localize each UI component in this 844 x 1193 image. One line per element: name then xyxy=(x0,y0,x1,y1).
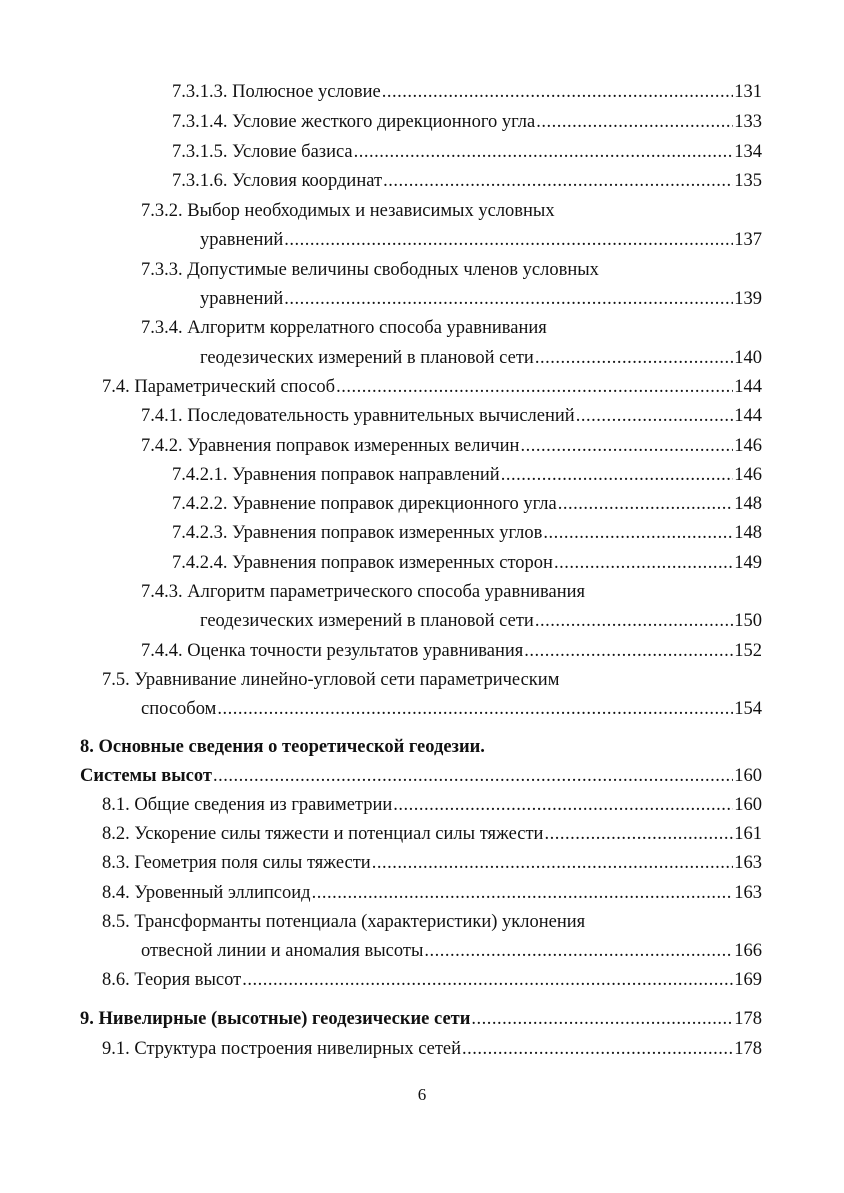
dot-leader xyxy=(242,968,733,992)
toc-entry-title: 7.4.4. Оценка точности результатов уравнивания xyxy=(141,641,524,661)
toc-entry-title: геодезических измерений в плановой сети xyxy=(200,611,534,631)
toc-chapter-entry[interactable] xyxy=(80,764,762,788)
dot-leader xyxy=(217,697,733,721)
toc-entry[interactable] xyxy=(102,881,762,905)
toc-entry-page: 137 xyxy=(734,230,762,250)
toc-entry-title-line[interactable]: 7.4.3. Алгоритм параметрического способа уравнивания xyxy=(141,582,586,602)
dot-leader xyxy=(558,492,734,516)
toc-entry-title: 7.3.1.6. Условия координат xyxy=(172,171,383,191)
toc-entry-title: 8.2. Ускорение силы тяжести и потенциал силы тяжести xyxy=(102,824,544,844)
dot-leader xyxy=(535,609,733,633)
toc-entry-title: 8.4. Уровенный эллипсоид xyxy=(102,883,311,903)
toc-entry[interactable] xyxy=(172,169,762,193)
dot-leader xyxy=(393,793,733,817)
toc-entry-title-line[interactable]: 7.3.3. Допустимые величины свободных членов условных xyxy=(141,260,599,280)
toc-entry-page: 166 xyxy=(734,941,762,961)
toc-entry[interactable] xyxy=(172,521,762,545)
dot-leader xyxy=(524,639,733,663)
dot-leader xyxy=(372,851,734,875)
dot-leader xyxy=(312,881,734,905)
toc-chapter-entry[interactable] xyxy=(80,1007,762,1031)
toc-entry-title: уравнений xyxy=(200,230,284,250)
toc-entry-title: 7.4.2. Уравнения поправок измеренных величин xyxy=(141,436,520,456)
toc-entry-page: 152 xyxy=(734,641,762,661)
toc-entry-title: 7.4.2.1. Уравнения поправок направлений xyxy=(172,465,500,485)
dot-leader xyxy=(554,551,733,575)
toc-entry-page: 161 xyxy=(734,824,762,844)
toc-entry-page: 131 xyxy=(734,82,762,102)
toc-entry-title: 7.4.2.3. Уравнения поправок измеренных углов xyxy=(172,523,543,543)
toc-entry-title: 7.4. Параметрический способ xyxy=(102,377,336,397)
toc-entry[interactable] xyxy=(102,793,762,817)
dot-leader xyxy=(536,110,733,134)
toc-entry[interactable] xyxy=(141,404,762,428)
toc-entry[interactable] xyxy=(141,939,762,963)
toc-entry-title: 7.4.2.2. Уравнение поправок дирекционного угла xyxy=(172,494,557,514)
toc-entry-title: 9. Нивелирные (высотные) геодезические сети xyxy=(80,1009,471,1029)
toc-entry[interactable] xyxy=(102,968,762,992)
dot-leader xyxy=(424,939,733,963)
toc-entry[interactable] xyxy=(141,697,762,721)
toc-entry-page: 160 xyxy=(734,795,762,815)
toc-entry-title: 8.1. Общие сведения из гравиметрии xyxy=(102,795,393,815)
toc-entry-page: 148 xyxy=(734,523,762,543)
toc-entry-page: 144 xyxy=(734,377,762,397)
toc-entry[interactable] xyxy=(200,228,762,252)
toc-entry[interactable] xyxy=(200,346,762,370)
toc-entry[interactable] xyxy=(102,851,762,875)
toc-entry[interactable] xyxy=(102,822,762,846)
dot-leader xyxy=(354,140,734,164)
toc-entry[interactable] xyxy=(141,434,762,458)
toc-entry-page: 169 xyxy=(734,970,762,990)
dot-leader xyxy=(544,822,733,846)
dot-leader xyxy=(471,1007,733,1031)
toc-entry[interactable] xyxy=(102,1037,762,1061)
toc-entry-page: 135 xyxy=(734,171,762,191)
toc-entry[interactable] xyxy=(172,140,762,164)
toc-entry-title: 7.3.1.4. Условие жесткого дирекционного угла xyxy=(172,112,536,132)
toc-entry-title-line[interactable]: 7.3.2. Выбор необходимых и независимых условных xyxy=(141,201,555,221)
dot-leader xyxy=(520,434,733,458)
dot-leader xyxy=(501,463,734,487)
toc-entry-page: 150 xyxy=(734,611,762,631)
dot-leader xyxy=(543,521,733,545)
toc-entry-page: 163 xyxy=(734,883,762,903)
dot-leader xyxy=(284,228,733,252)
dot-leader xyxy=(284,287,733,311)
toc-entry-page: 140 xyxy=(734,348,762,368)
page-number: 6 xyxy=(417,1085,427,1104)
toc-entry[interactable] xyxy=(172,110,762,134)
toc-entry-title: 7.4.2.4. Уравнения поправок измеренных сторон xyxy=(172,553,553,573)
toc-entry[interactable] xyxy=(172,80,762,104)
toc-entry-page: 146 xyxy=(734,465,762,485)
toc-entry-page: 134 xyxy=(734,142,762,162)
toc-entry-title: 8.3. Геометрия поля силы тяжести xyxy=(102,853,371,873)
toc-entry-title-line[interactable]: 8.5. Трансформанты потенциала (характеристики) уклонения xyxy=(102,912,586,932)
toc-entry-title: отвесной линии и аномалия высоты xyxy=(141,941,424,961)
toc-entry-title: 7.4.1. Последовательность уравнительных вычислений xyxy=(141,406,575,426)
toc-entry-page: 139 xyxy=(734,289,762,309)
dot-leader xyxy=(576,404,734,428)
toc-entry-title: 7.3.1.5. Условие базиса xyxy=(172,142,353,162)
toc-entry-page: 148 xyxy=(734,494,762,514)
toc-entry-page: 178 xyxy=(734,1009,762,1029)
toc-entry[interactable] xyxy=(200,609,762,633)
toc-entry-title: Системы высот xyxy=(80,766,212,786)
toc-entry[interactable] xyxy=(200,287,762,311)
toc-entry[interactable] xyxy=(172,463,762,487)
toc-entry-title: способом xyxy=(141,699,217,719)
toc-entry-title-line[interactable]: 7.5. Уравнивание линейно-угловой сети параметрическим xyxy=(102,670,560,690)
toc-entry-page: 144 xyxy=(734,406,762,426)
toc-entry-title: геодезических измерений в плановой сети xyxy=(200,348,534,368)
dot-leader xyxy=(213,764,733,788)
toc-entry-page: 133 xyxy=(734,112,762,132)
dot-leader xyxy=(336,375,733,399)
dot-leader xyxy=(383,169,733,193)
dot-leader xyxy=(382,80,733,104)
toc-entry-page: 154 xyxy=(734,699,762,719)
toc-entry-title: 9.1. Структура построения нивелирных сетей xyxy=(102,1039,462,1059)
dot-leader xyxy=(535,346,733,370)
toc-entry-page: 149 xyxy=(734,553,762,573)
toc-entry-page: 163 xyxy=(734,853,762,873)
toc-entry-page: 178 xyxy=(734,1039,762,1059)
toc-entry[interactable] xyxy=(172,551,762,575)
toc-entry-title-line[interactable]: 7.3.4. Алгоритм коррелатного способа уравнивания xyxy=(141,318,547,338)
toc-entry-title: 7.3.1.3. Полюсное условие xyxy=(172,82,381,102)
toc-entry-page: 146 xyxy=(734,436,762,456)
dot-leader xyxy=(462,1037,733,1061)
toc-entry-title: уравнений xyxy=(200,289,284,309)
toc-entry-title: 8.6. Теория высот xyxy=(102,970,242,990)
toc-entry[interactable] xyxy=(141,639,762,663)
toc-entry-page: 160 xyxy=(734,766,762,786)
toc-entry[interactable] xyxy=(172,492,762,516)
chapter-title-line[interactable]: 8. Основные сведения о теоретической геодезии. xyxy=(80,737,485,757)
toc-entry[interactable] xyxy=(102,375,762,399)
